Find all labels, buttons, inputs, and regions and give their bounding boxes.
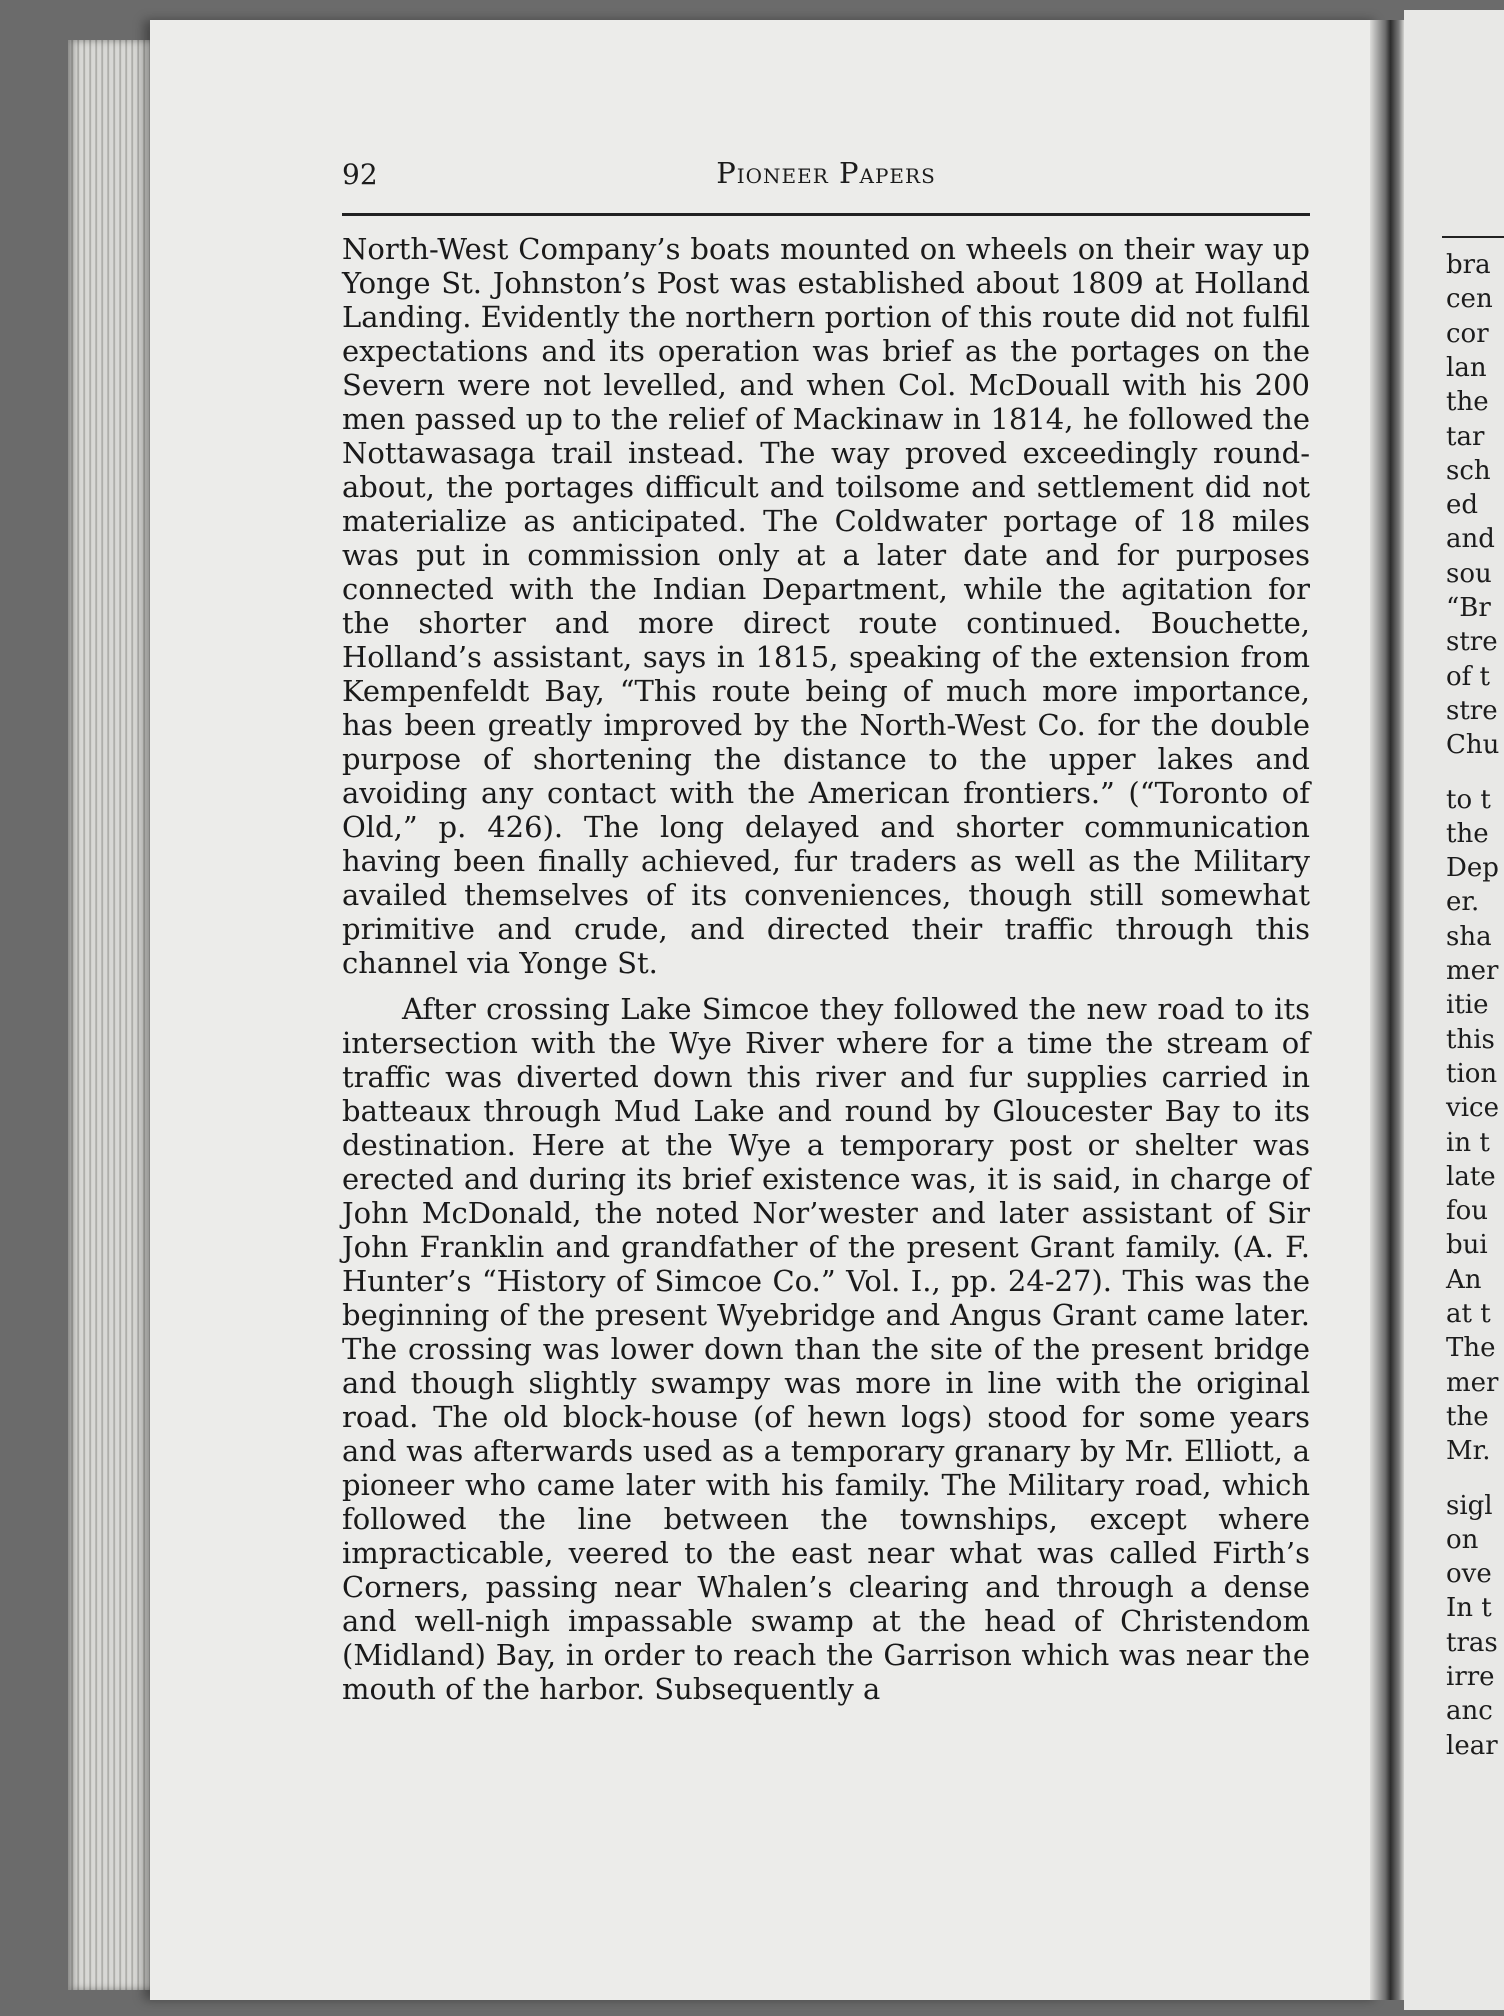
facing-line: this [1446,1024,1495,1055]
facing-line: sigl [1446,1490,1493,1521]
facing-line: the [1446,818,1489,849]
facing-line: Chu [1446,730,1500,761]
facing-line: The [1446,1333,1496,1364]
facing-line: stre [1446,627,1498,658]
facing-line: In t [1446,1593,1492,1624]
facing-line: mer [1446,1367,1499,1398]
body-text [342,232,1310,1706]
facing-line: cen [1446,284,1493,315]
facing-line: late [1446,1161,1496,1192]
facing-line: and [1446,524,1495,555]
facing-line: “Br [1446,593,1491,623]
facing-line: the [1446,1401,1489,1432]
facing-line: anc [1446,1696,1493,1727]
facing-line: Mr. [1446,1436,1491,1467]
facing-line: mer [1446,956,1499,986]
page-header [342,158,1310,202]
facing-line: of t [1446,661,1490,692]
facing-line: bui [1446,1230,1488,1261]
facing-line: itie [1446,990,1489,1021]
facing-line: in t [1446,1127,1490,1158]
paragraph-2: After crossing Lake Simcoe they followed the new road to its intersection with the Wye River where for a time the stream of traffic was diverted down this river and fur supplies carried in batteaux through Mud Lake and round by Gloucester Bay to its destination. Here at the Wye a temporary post or shelter was erected and during its brief existence was, it is said, in charge of John McDonald, the noted Nor’wester and later assistant of Sir John Franklin and grandfather of the present Grant family. (A. F. Hunter’s “History of Simcoe Co.” Vol. I., pp. 24-27). This was the beginning of the present Wyebridge and Angus Grant came later. The crossing was lower down than the site of the present bridge and though slightly swampy was more in line with the original road. The old block-house (of hewn logs) stood for some years and was afterwards used as a temporary granary by Mr. Elliott, a pioneer who came later with his family. The Military road, which followed the line between the townships, except where impracticable, veered to the east near what was called Firth’s Corners, passing near Whalen’s clearing and through a dense and well-nigh impassable swamp at the head of Christendom (Midland) Bay, in order to reach the Garrison which was near the mouth of the harbor. Subsequently a [342,992,1310,1706]
facing-line: vice [1446,1093,1499,1124]
paragraph-1: North-West Company’s boats mounted on wheels on their way up Yonge St. Johnston’s Post was established about 1809 at Holland Landing. Evidently the northern portion of this route did not fulfil expectations and its operation was brief as the portages on the Severn were not levelled, and when Col. McDouall with his 200 men passed up to the relief of Mackinaw in 1814, he followed the Nottawasaga trail instead. The way proved exceedingly round-about, the portages difficult and toilsome and settlement did not materialize as anticipated. The Coldwater portage of 18 miles was put in commission only at a later date and for purposes connected with the Indian Department, while the agitation for the shorter and more direct route continued. Bouchette, Holland’s assistant, says in 1815, speaking of the extension from Kempenfeldt Bay, “This route being of much more importance, has been greatly improved by the North-West Co. for the double purpose of shortening the distance to the upper lakes and avoiding any contact with the American frontiers.” (“Toronto of Old,” p. 426). The long delayed and shorter communication having been finally achieved, fur traders as well as the Military availed themselves of its conveniences, though still somewhat primitive and crude, and directed their traffic through this channel via Yonge St. [342,232,1310,980]
facing-line: the [1446,387,1489,418]
facing-line: to t [1446,784,1491,815]
page-number: 92 [342,158,378,191]
facing-line: tras [1446,1627,1498,1658]
facing-line: Dep [1446,853,1499,884]
facing-line: sch [1446,455,1491,486]
facing-line: lan [1446,352,1487,383]
facing-line: stre [1446,695,1498,726]
facing-line: bra [1446,250,1491,280]
facing-line: ove [1446,1559,1492,1590]
facing-line: fou [1446,1196,1489,1227]
facing-line: ed [1446,490,1479,521]
book-gutter [1370,20,1404,2000]
facing-line: lear [1446,1730,1498,1761]
facing-header-rule [1442,236,1504,238]
running-title: Pioneer Papers [716,156,936,190]
facing-line: tar [1446,421,1485,452]
facing-line: cor [1446,318,1489,349]
facing-line: tion [1446,1058,1498,1089]
facing-line: An [1446,1264,1482,1295]
header-rule [342,213,1310,216]
facing-line: er. [1446,887,1480,918]
facing-line: on [1446,1524,1479,1555]
facing-line: at t [1446,1299,1491,1329]
facing-page [1404,10,1504,2010]
facing-line: sou [1446,558,1492,589]
facing-line: irre [1446,1662,1495,1692]
facing-line: sha [1446,921,1492,952]
